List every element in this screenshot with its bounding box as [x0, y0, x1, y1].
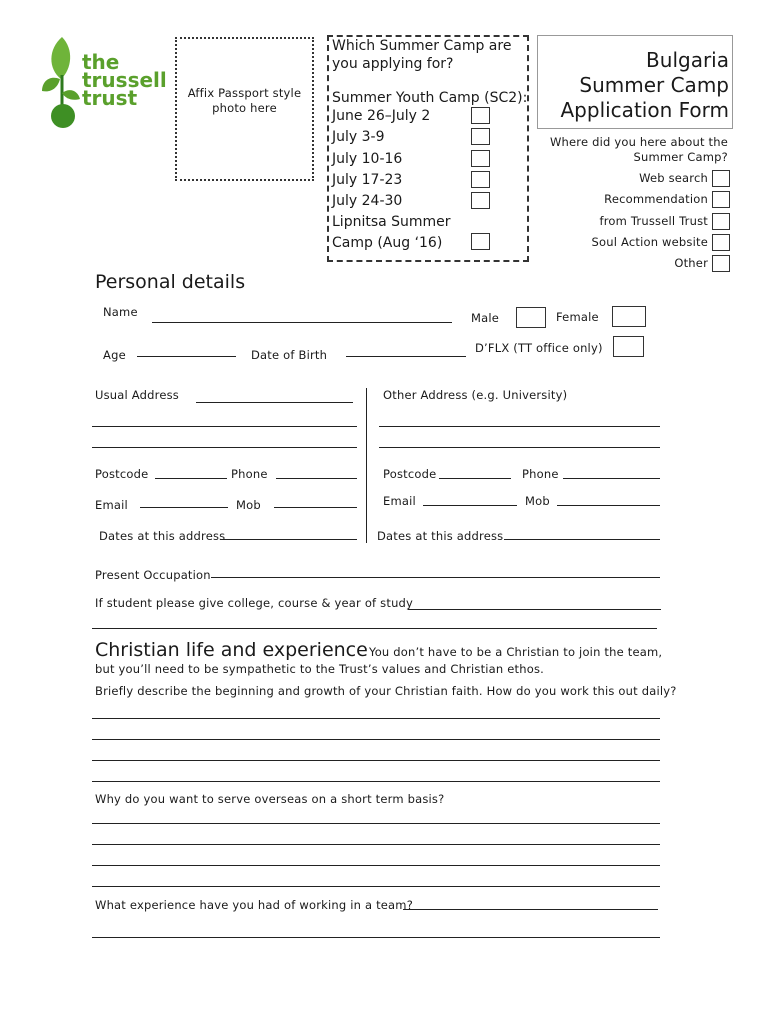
usual-email-label: Email [95, 498, 128, 512]
title-line3: Application Form [560, 98, 729, 122]
usual-dates-field[interactable] [220, 539, 357, 540]
faith-answer-line-4[interactable] [92, 781, 660, 782]
checkbox-web-search[interactable] [712, 170, 730, 187]
checkbox-dflx[interactable] [613, 336, 644, 357]
age-label: Age [103, 348, 126, 362]
faith-answer-line-3[interactable] [92, 760, 660, 761]
checkbox-trussell-trust[interactable] [712, 213, 730, 230]
camp-header: Summer Youth Camp (SC2): [332, 90, 528, 106]
usual-mob-label: Mob [236, 498, 261, 512]
heard-option-soul-action: Soul Action website [591, 235, 708, 249]
checkbox-june[interactable] [471, 107, 490, 124]
team-answer-line-2[interactable] [92, 937, 660, 938]
checkbox-lipnitsa[interactable] [471, 233, 490, 250]
occupation-field[interactable] [211, 577, 660, 578]
heard-question-line2: Summer Camp? [633, 150, 728, 164]
logo-text-trussell: trussell [82, 68, 167, 92]
title-line2: Summer Camp [579, 73, 729, 97]
title-line1: Bulgaria [646, 48, 729, 72]
other-phone-field[interactable] [563, 478, 660, 479]
photo-instruction-line2: photo here [212, 101, 277, 115]
heard-option-trussell: from Trussell Trust [599, 214, 708, 228]
camp-option-july10: July 10-16 [332, 151, 403, 167]
occupation-label: Present Occupation [95, 568, 211, 582]
checkbox-july10[interactable] [471, 150, 490, 167]
checkbox-female[interactable] [612, 306, 646, 327]
faith-question: Briefly describe the beginning and growth of your Christian faith. How do you work this out daily? [95, 684, 677, 698]
trussell-trust-logo [40, 35, 167, 130]
personal-details-heading: Personal details [95, 271, 246, 293]
camp-option-july3: July 3-9 [332, 129, 385, 145]
christian-life-heading: Christian life and experience [95, 639, 368, 661]
student-field-1[interactable] [408, 609, 661, 610]
dob-field[interactable] [346, 356, 466, 357]
dflx-label: D’FLX (TT office only) [475, 341, 603, 355]
team-question: What experience have you had of working in a team? [95, 898, 414, 912]
usual-phone-label: Phone [231, 467, 268, 481]
age-field[interactable] [137, 356, 236, 357]
other-email-label: Email [383, 494, 416, 508]
male-label: Male [471, 311, 500, 325]
name-field[interactable] [152, 322, 452, 323]
team-answer-line-1[interactable] [403, 909, 658, 910]
other-mob-label: Mob [525, 494, 550, 508]
logo-text-the: the [82, 50, 120, 74]
heard-option-web: Web search [639, 171, 708, 185]
usual-postcode-label: Postcode [95, 467, 149, 481]
dob-label: Date of Birth [251, 348, 328, 362]
faith-answer-line-2[interactable] [92, 739, 660, 740]
heard-option-other: Other [674, 256, 708, 270]
overseas-answer-line-1[interactable] [92, 823, 660, 824]
camp-option-lipnitsa-line2: Camp (Aug ‘16) [332, 235, 443, 251]
checkbox-male[interactable] [516, 307, 546, 328]
overseas-question: Why do you want to serve overseas on a short term basis? [95, 792, 445, 806]
name-label: Name [103, 305, 138, 319]
other-dates-label: Dates at this address [377, 529, 504, 543]
other-postcode-label: Postcode [383, 467, 437, 481]
camp-question-line2: you applying for? [332, 56, 454, 72]
camp-option-lipnitsa-line1: Lipnitsa Summer [332, 214, 451, 230]
other-address-field-2[interactable] [379, 447, 660, 448]
other-postcode-field[interactable] [439, 478, 511, 479]
female-label: Female [556, 310, 599, 324]
usual-postcode-field[interactable] [155, 478, 227, 479]
usual-address-field-3[interactable] [92, 447, 357, 448]
overseas-answer-line-4[interactable] [92, 886, 660, 887]
other-phone-label: Phone [522, 467, 559, 481]
usual-address-field-1[interactable] [196, 402, 353, 403]
camp-option-june: June 26–July 2 [332, 108, 431, 124]
heard-question-line1: Where did you here about the [549, 135, 728, 149]
leaf-sprout-icon [40, 35, 82, 130]
usual-email-field[interactable] [140, 507, 228, 508]
student-field-2[interactable] [92, 628, 657, 629]
other-email-field[interactable] [423, 505, 517, 506]
overseas-answer-line-3[interactable] [92, 865, 660, 866]
other-address-field-1[interactable] [379, 426, 660, 427]
checkbox-july3[interactable] [471, 128, 490, 145]
checkbox-recommendation[interactable] [712, 191, 730, 208]
student-label: If student please give college, course & year of study [95, 596, 414, 610]
faith-answer-line-1[interactable] [92, 718, 660, 719]
christian-intro-line2: but you’ll need to be sympathetic to the Trust’s values and Christian ethos. [95, 662, 545, 676]
usual-address-label: Usual Address [95, 388, 179, 402]
checkbox-soul-action[interactable] [712, 234, 730, 251]
checkbox-july17[interactable] [471, 171, 490, 188]
logo-text-trust: trust [82, 86, 138, 110]
usual-dates-label: Dates at this address [99, 529, 226, 543]
heard-option-recommendation: Recommendation [604, 192, 708, 206]
camp-question-line1: Which Summer Camp are [332, 38, 512, 54]
other-address-label: Other Address (e.g. University) [383, 388, 568, 402]
overseas-answer-line-2[interactable] [92, 844, 660, 845]
usual-phone-field[interactable] [276, 478, 357, 479]
other-dates-field[interactable] [504, 539, 660, 540]
checkbox-other[interactable] [712, 255, 730, 272]
usual-address-field-2[interactable] [92, 426, 357, 427]
other-mob-field[interactable] [557, 505, 660, 506]
camp-option-july24: July 24-30 [332, 193, 403, 209]
address-divider [366, 388, 367, 543]
christian-intro-inline: You don’t have to be a Christian to join the team, [369, 645, 663, 659]
camp-option-july17: July 17-23 [332, 172, 403, 188]
usual-mob-field[interactable] [274, 507, 357, 508]
photo-instruction-line1: Affix Passport style [187, 86, 302, 100]
checkbox-july24[interactable] [471, 192, 490, 209]
